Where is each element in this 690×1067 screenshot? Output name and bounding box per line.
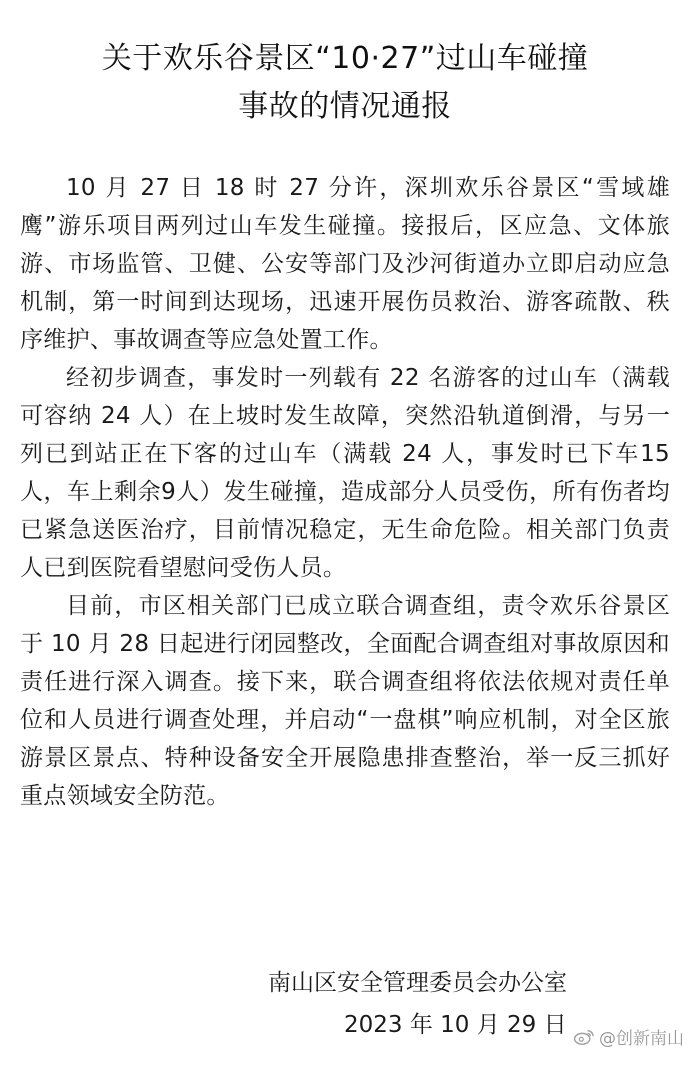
watermark [573,1024,684,1049]
document-title [40,36,650,136]
signature-date: 2023 年 10 月 29 日 [344,1012,567,1038]
title-line-1: 关于欢乐谷景区“10·27”过山车碰撞 [101,41,589,76]
paragraph-1: 10 月 27 日 18 时 27 分许，深圳欢乐谷景区“雪域雄鹰”游乐项目两列过山车发生碰撞。接报后，区应急、文体旅游、市场监管、卫健、公安等部门及沙河街道办立即启动应急机制，第一时间到达现场，迅速开展伤员救治、游客疏散、秩序维护、事故调查等应急处置工作。 [20,175,670,353]
watermark-text: @创新南山 [599,1029,684,1049]
weibo-icon [573,1028,595,1046]
paragraph-2: 经初步调查，事发时一列载有 22 名游客的过山车（满载可容纳 24 人）在上坡时发生故障，突然沿轨道倒滑，与另一列已到站正在下客的过山车（满载 24 人，事发时已下车15人，车上剩余9人）发生碰撞，造成部分人员受伤，所有伤者均已紧急送医治疗，目前情况稳定，无生命危险。相关部门负责人已到医院看望慰问受伤人员。 [20,365,670,581]
title-line-2: 事故的情况通报 [238,89,452,124]
document-body [20,169,670,815]
signature-org: 南山区安全管理委员会办公室 [268,970,567,996]
paragraph-3: 目前，市区相关部门已成立联合调查组，责令欢乐谷景区于 10 月 28 日起进行闭园整改，全面配合调查组对事故原因和责任进行深入调查。接下来，联合调查组将依法依规对责任单位和人员进行调查处理，并启动“一盘棋”响应机制，对全区旅游景区景点、特种设备安全开展隐患排查整治，举一反三抓好重点领域安全防范。 [20,593,670,809]
